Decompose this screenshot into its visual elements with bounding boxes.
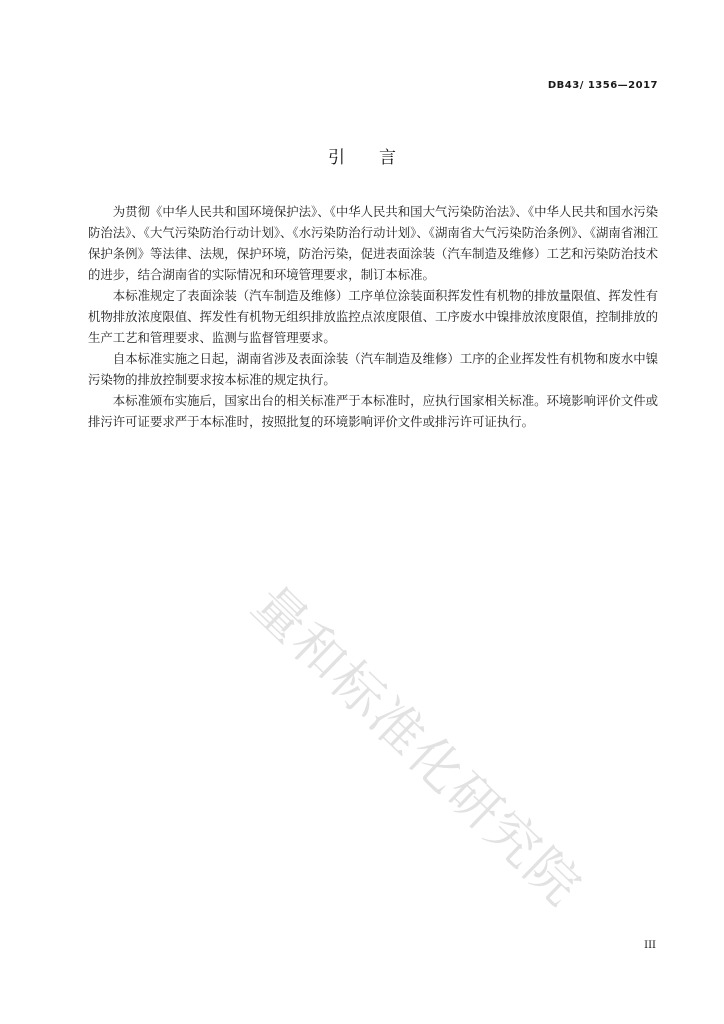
page-number: III (644, 940, 656, 951)
paragraph-4: 本标准颁布实施后，国家出台的相关标准严于本标准时，应执行国家相关标准。环境影响评价文件或排污许可证要求严于本标准时，按照批复的环境影响评价文件或排污许可证执行。 (88, 393, 658, 429)
paragraph-1: 为贯彻《中华人民共和国环境保护法》、《中华人民共和国大气污染防治法》、《中华人民共和国水污染防治法》、《大气污染防治行动计划》、《水污染防治行动计划》、《湖南省大气污染防治条例》、《湖南省湘江保护条例》等法律、法规，保护环境，防治污染，促进表面涂装（汽车制造及维修）工艺和污染防治技术的进步，结合湖南省的实际情况和环境管理要求，制订本标准。 (88, 204, 658, 282)
watermark-text: 量和标准化研究院 (240, 574, 593, 919)
paragraph-2: 本标准规定了表面涂装（汽车制造及维修）工序单位涂装面积挥发性有机物的排放量限值、挥发性有机物排放浓度限值、挥发性有机物无组织排放监控点浓度限值、工序废水中镍排放浓度限值，控制排放的生产工艺和管理要求、监测与监督管理要求。 (88, 288, 658, 345)
paragraph-3: 自本标准实施之日起，湖南省涉及表面涂装（汽车制造及维修）工序的企业挥发性有机物和废水中镍污染物的排放控制要求按本标准的规定执行。 (88, 351, 658, 387)
document-body (88, 201, 658, 432)
document-code: DB43/ 1356—2017 (547, 80, 658, 91)
page-title: 引言 (328, 148, 430, 168)
